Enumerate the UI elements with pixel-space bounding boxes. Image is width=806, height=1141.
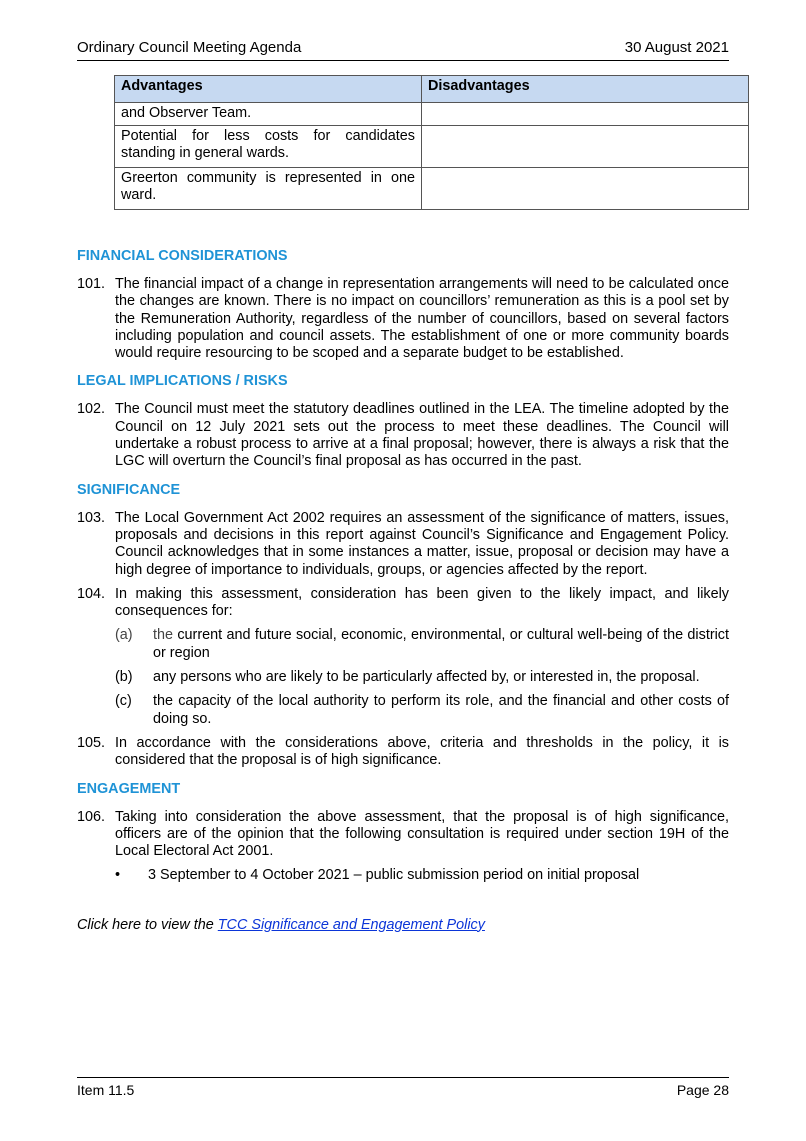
- heading-significance: SIGNIFICANCE: [77, 481, 181, 498]
- paragraph-text: In making this assessment, consideration has been given to the likely impact, and likely consequences for:: [115, 585, 729, 620]
- table-header-disadvantages: Disadvantages: [422, 76, 749, 103]
- sub-item-label: (a): [115, 627, 133, 644]
- table-row: [115, 126, 749, 168]
- table-header-advantages: Advantages: [115, 76, 422, 103]
- table-row: [115, 168, 749, 210]
- link-prefix: Click here to view the: [77, 916, 218, 933]
- table-cell: [422, 168, 749, 210]
- paragraph-number: 104.: [77, 585, 106, 602]
- policy-link[interactable]: TCC Significance and Engagement Policy: [217, 916, 485, 933]
- paragraph-text: The Council must meet the statutory deadlines outlined in the LEA. The timeline adopted by the Council on 12 July 2021 sets out the process to meet these deadlines. The Council will undertake a robust process to arrive at a final proposal; however, there is always a risk that the LGC will overturn the Council’s final proposal as has occurred in the past.: [115, 401, 729, 470]
- page-footer: [77, 1077, 729, 1098]
- sub-item-text: any persons who are likely to be particularly affected by, or interested in, the proposal.: [153, 669, 700, 686]
- document-body: [77, 248, 729, 934]
- sub-item-rest: current and future social, economic, environmental, or cultural well-being of the district or region: [153, 627, 729, 661]
- paragraph-number: 102.: [77, 401, 106, 418]
- paragraph-102: [77, 401, 729, 470]
- paragraph-text: The financial impact of a change in representation arrangements will need to be calculated once the changes are known. There is no impact on councillors’ remuneration as this is a pool set by the Remuneration Authority, regardless of the number of councillors, based on several factors including population and council assets. The establishment of one or more community boards would require resourcing to be scoped and a separate budget to be established.: [115, 276, 729, 362]
- sub-item-text: [153, 627, 729, 662]
- heading-financial: FINANCIAL CONSIDERATIONS: [77, 248, 288, 264]
- table-cell: [422, 103, 749, 126]
- sub-item-text: the capacity of the local authority to perform its role, and the financial and other costs of doing so.: [153, 693, 729, 727]
- policy-link-line: [77, 917, 729, 934]
- table-row: [115, 103, 749, 126]
- footer-page-number: Page 28: [676, 1082, 729, 1098]
- paragraph-text: The Local Government Act 2002 requires an assessment of the significance of matters, issues, proposals and decisions in this report against Council’s Significance and Engagement Policy. Council acknowledges that in some instances a matter, issue, proposal or decision may have a high degree of importance to individuals, groups, or agencies affected by the report.: [115, 509, 729, 578]
- bullet-item: [115, 867, 729, 884]
- paragraph-105: [77, 735, 729, 770]
- sub-item-a: [115, 627, 729, 662]
- bullet-text: 3 September to 4 October 2021 – public submission period on initial proposal: [148, 867, 640, 884]
- paragraph-103: [77, 510, 729, 579]
- footer-item: Item 11.5: [77, 1082, 135, 1098]
- sub-item-c: [115, 693, 729, 728]
- sub-item-lead: the: [153, 627, 174, 644]
- bullet-icon: •: [115, 867, 121, 884]
- table-header-row: [115, 76, 749, 103]
- paragraph-number: 103.: [77, 509, 106, 526]
- table-cell: Greerton community is represented in one ward.: [115, 168, 422, 210]
- paragraph-number: 105.: [77, 734, 106, 751]
- header-date: 30 August 2021: [624, 39, 729, 56]
- paragraph-text: Taking into consideration the above assessment, that the proposal is of high significance, officers are of the opinion that the following consultation is required under section 19H of the Local Electoral Act 2001.: [115, 808, 729, 860]
- table-cell: Potential for less costs for candidates standing in general wards.: [115, 126, 422, 168]
- paragraph-104: [77, 586, 729, 621]
- paragraph-106: [77, 809, 729, 861]
- sub-item-label: (b): [115, 669, 133, 686]
- advantages-table: [114, 75, 749, 210]
- sub-item-b: [115, 669, 729, 686]
- heading-engagement: ENGAGEMENT: [77, 780, 181, 797]
- header-title: Ordinary Council Meeting Agenda: [77, 39, 302, 56]
- heading-legal: LEGAL IMPLICATIONS / RISKS: [77, 373, 288, 390]
- paragraph-101: [77, 276, 729, 362]
- table-cell: [422, 126, 749, 168]
- paragraph-text: In accordance with the considerations above, criteria and thresholds in the policy, it is considered that the proposal is of high significance.: [115, 734, 729, 769]
- page-header: [77, 38, 729, 61]
- paragraph-number: 101.: [77, 276, 106, 292]
- paragraph-number: 106.: [77, 808, 106, 825]
- table-cell: and Observer Team.: [115, 103, 422, 126]
- sub-item-label: (c): [115, 693, 132, 710]
